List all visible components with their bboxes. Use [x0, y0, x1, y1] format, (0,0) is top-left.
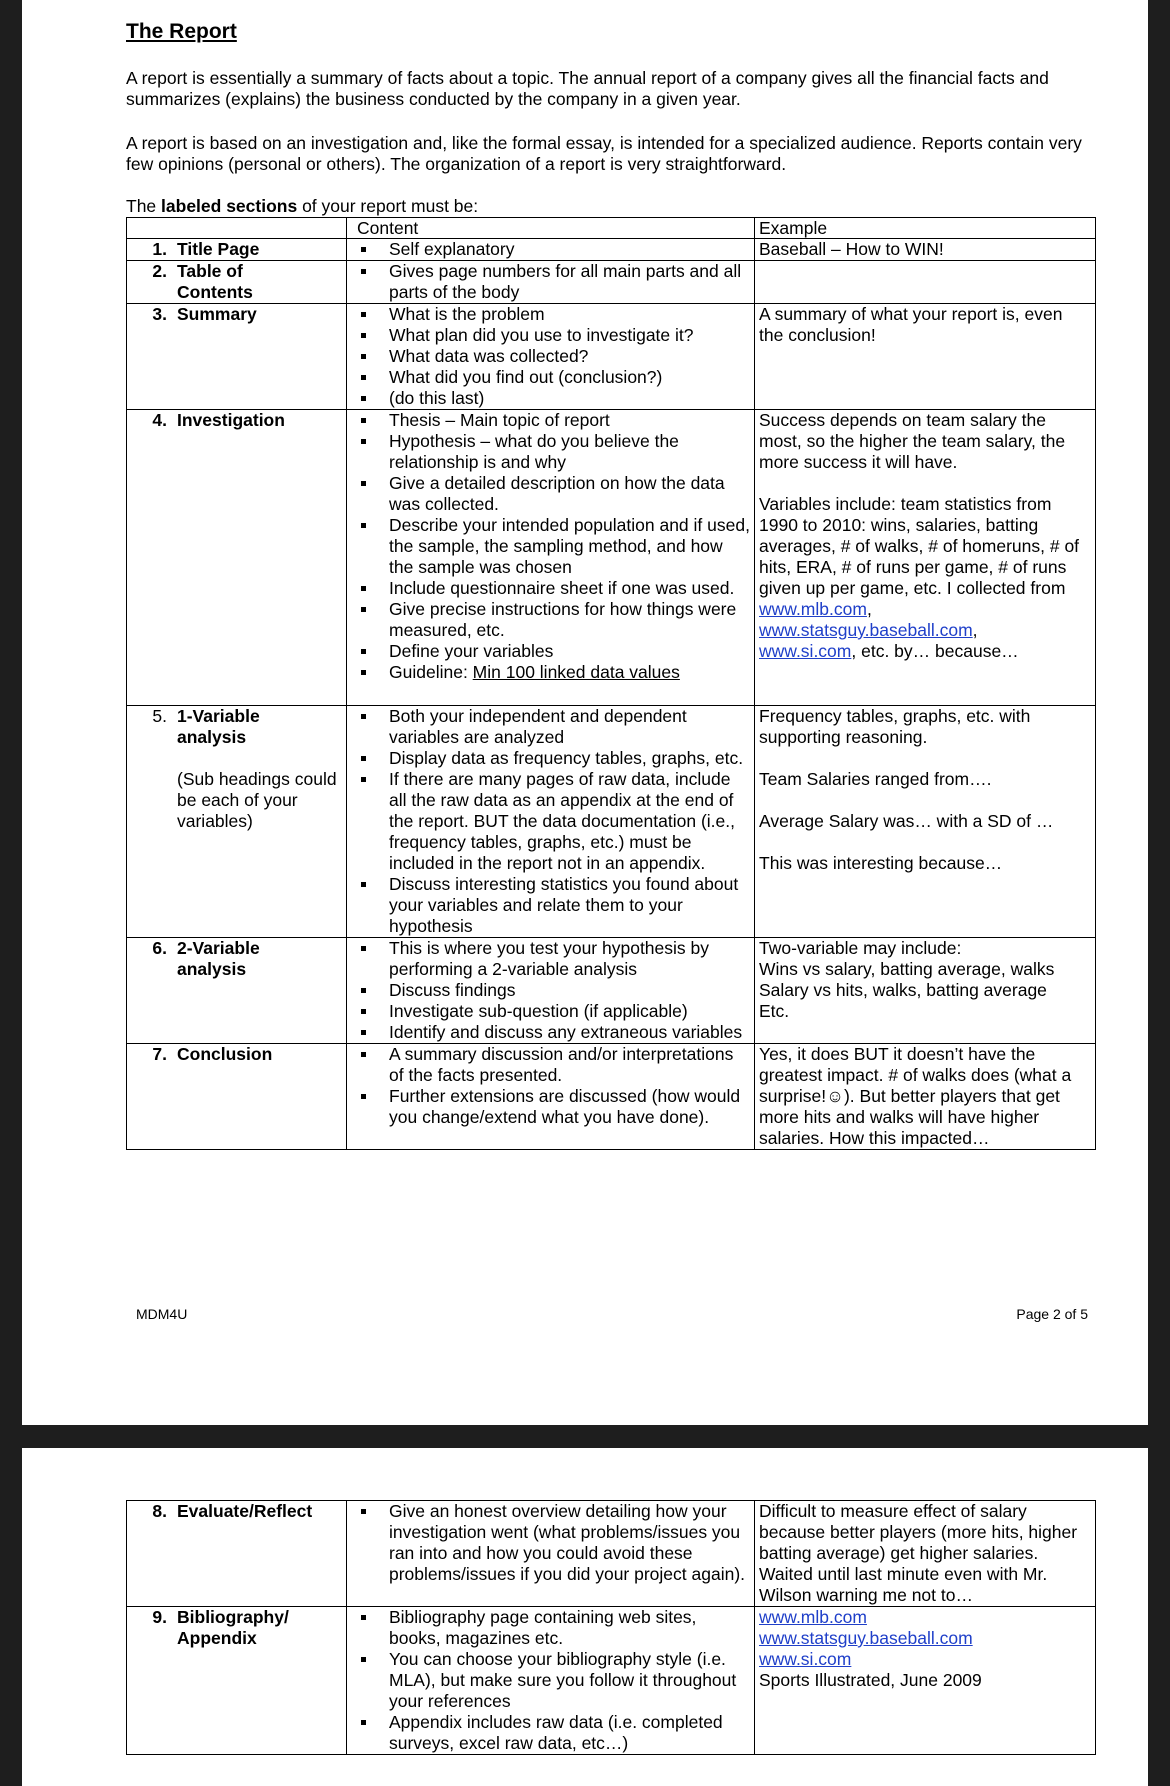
table-row: [127, 1501, 1096, 1607]
sections-label-prefix: The: [126, 196, 162, 216]
example-text: This was interesting because…: [759, 853, 1003, 873]
section-cell: [127, 261, 347, 304]
section-number: 2.: [152, 261, 167, 281]
content-bullet: If there are many pages of raw data, include all the raw data as an appendix at the end of the report. BUT the data documentation (i.e., frequency tables, graphs, etc.) must be included in the report not in an appendix.: [351, 769, 750, 874]
content-cell: [347, 304, 755, 410]
content-bullet: Include questionnaire sheet if one was used.: [351, 578, 750, 599]
section-number: 4.: [152, 410, 167, 430]
content-bullet: Define your variables: [351, 641, 750, 662]
content-bullet: Identify and discuss any extraneous variables: [351, 1022, 750, 1043]
sections-label-bold: labeled sections: [161, 196, 298, 216]
intro-paragraph-1: A report is essentially a summary of facts about a topic. The annual report of a company gives all the financial facts and summarizes (explains) the business conducted by the company in a given year.: [126, 68, 1049, 109]
table-row: [127, 304, 1096, 410]
section-subtitle: (Sub headings could be each of your variables): [177, 769, 337, 831]
content-bullet: Gives page numbers for all main parts and all parts of the body: [351, 261, 750, 303]
content-bullet: Describe your intended population and if used, the sample, the sampling method, and how the sample was chosen: [351, 515, 750, 578]
table-row: [127, 1044, 1096, 1150]
content-bullet: (do this last): [351, 388, 750, 409]
content-bullet: Discuss interesting statistics you found about your variables and relate them to your hypothesis: [351, 874, 750, 937]
link-statsguy[interactable]: www.statsguy.baseball.com: [759, 1628, 973, 1648]
example-tail: , etc. by… because…: [851, 641, 1019, 661]
content-bullet: Give a detailed description on how the data was collected.: [351, 473, 750, 515]
example-cell: [755, 706, 1096, 938]
content-bullet-guideline: [351, 662, 750, 683]
footer-page-number: Page 2 of 5: [1016, 1306, 1088, 1322]
section-title: Evaluate/Reflect: [177, 1501, 313, 1521]
table-row: [127, 706, 1096, 938]
example-cell: Success depends on team salary the most, so the higher the team salary, the more success it will have. Variables include: team statistics from 1990 to 2010: wins, salaries, batting averages, # of walks, # of homeruns, # of hits, ERA, # of runs per game, # of runs given up per game, etc. I collected from www.mlb.com, www.statsguy.baseball.com, www.si.com, etc. by… because…: [755, 410, 1096, 706]
example-text: Success depends on team salary the most, so the higher the team salary, the more success it will have.: [759, 410, 1066, 472]
guideline-prefix: Guideline:: [389, 662, 473, 682]
section-number: 7.: [152, 1044, 167, 1064]
content-cell: [347, 261, 755, 304]
example-text: Difficult to measure effect of salary because better players (more hits, higher batting average) get higher salaries.: [759, 1501, 1078, 1563]
section-number: 5.: [152, 706, 167, 726]
link-mlb[interactable]: www.mlb.com: [759, 599, 867, 619]
content-cell: [347, 1501, 755, 1607]
content-bullet: Hypothesis – what do you believe the relationship is and why: [351, 431, 750, 473]
content-cell: [347, 938, 755, 1044]
content-bullet: Give an honest overview detailing how your investigation went (what problems/issues you ran into and how you could avoid these problems/issues if you did your project again).: [351, 1501, 750, 1585]
example-text: Etc.: [759, 1001, 790, 1021]
header-example: Example: [755, 218, 1096, 239]
content-cell: [347, 706, 755, 938]
example-text: Average Salary was… with a SD of …: [759, 811, 1054, 831]
section-title: Table of Contents: [177, 261, 253, 302]
section-number: 1.: [152, 239, 167, 259]
table-row: [127, 261, 1096, 304]
content-bullet: Give precise instructions for how things were measured, etc.: [351, 599, 750, 641]
content-bullet: This is where you test your hypothesis by performing a 2-variable analysis: [351, 938, 750, 980]
section-number: 6.: [152, 938, 167, 958]
sections-table: [126, 217, 1096, 1150]
example-cell: [755, 261, 1096, 304]
example-text: Frequency tables, graphs, etc. with supporting reasoning.: [759, 706, 1031, 747]
content-cell: [347, 1607, 755, 1755]
section-title: 2-Variable analysis: [177, 938, 260, 979]
sections-label-suffix: of your report must be:: [297, 196, 479, 216]
example-cell: [755, 304, 1096, 410]
table-header-row: [127, 218, 1096, 239]
footer-course-code: MDM4U: [136, 1306, 188, 1322]
section-title: Investigation: [177, 410, 285, 430]
example-text: Waited until last minute even with Mr. Wilson warning me not to…: [759, 1564, 1048, 1605]
content-cell: [347, 410, 755, 706]
content-bullet: You can choose your bibliography style (i.e. MLA), but make sure you follow it throughout your references: [351, 1649, 750, 1712]
table-row: [127, 239, 1096, 261]
section-title: Conclusion: [177, 1044, 273, 1064]
example-text: Salary vs hits, walks, batting average: [759, 980, 1047, 1000]
section-cell: [127, 706, 347, 938]
content-bullet: Further extensions are discussed (how would you change/extend what you have done).: [351, 1086, 750, 1128]
example-text: Sports Illustrated, June 2009: [759, 1670, 982, 1690]
document-page-2: [22, 1448, 1148, 1786]
table-row: [127, 410, 1096, 706]
intro-paragraph-2: A report is based on an investigation and, like the formal essay, is intended for a specialized audience. Reports contain very few opinions (personal or others). The organization of a report is very straightforward.: [126, 133, 1082, 174]
link-si[interactable]: www.si.com: [759, 641, 852, 661]
example-cell: [755, 239, 1096, 261]
example-cell: [755, 1607, 1096, 1755]
content-bullet: Thesis – Main topic of report: [351, 410, 750, 431]
content-bullet: Appendix includes raw data (i.e. completed surveys, excel raw data, etc…): [351, 1712, 750, 1754]
example-text: Wins vs salary, batting average, walks: [759, 959, 1055, 979]
page-title: The Report: [126, 20, 237, 43]
sections-label: [126, 196, 478, 217]
link-si[interactable]: www.si.com: [759, 1649, 852, 1669]
example-cell: [755, 1501, 1096, 1607]
link-statsguy[interactable]: www.statsguy.baseball.com: [759, 620, 973, 640]
section-number: 9.: [152, 1607, 167, 1627]
section-title: Title Page: [177, 239, 260, 259]
sections-table-continued: [126, 1500, 1096, 1755]
content-bullet: Investigate sub-question (if applicable): [351, 1001, 750, 1022]
content-bullet: Discuss findings: [351, 980, 750, 1001]
example-text: Two-variable may include:: [759, 938, 962, 958]
content-bullet: A summary discussion and/or interpretations of the facts presented.: [351, 1044, 750, 1086]
section-cell: [127, 1501, 347, 1607]
section-title: Bibliography/ Appendix: [177, 1607, 289, 1648]
example-text: Team Salaries ranged from….: [759, 769, 992, 789]
content-bullet: Bibliography page containing web sites, books, magazines etc.: [351, 1607, 750, 1649]
header-content: Content: [347, 218, 755, 239]
guideline-underlined: Min 100 linked data values: [472, 662, 680, 682]
content-cell: [347, 239, 755, 261]
content-bullet: What did you find out (conclusion?): [351, 367, 750, 388]
section-cell: [127, 239, 347, 261]
content-bullet: Self explanatory: [351, 239, 750, 260]
document-page-1: [22, 0, 1148, 1425]
example-cell: [755, 938, 1096, 1044]
link-mlb[interactable]: www.mlb.com: [759, 1607, 867, 1627]
content-bullet: What is the problem: [351, 304, 750, 325]
section-cell: [127, 1044, 347, 1150]
example-text: Yes, it does BUT it doesn’t have the greatest impact. # of walks does (what a surprise!☺). But better players that get more hits and walks will have higher salaries. How this impacted…: [759, 1044, 1072, 1148]
section-cell: [127, 1607, 347, 1755]
example-text: A summary of what your report is, even the conclusion!: [759, 304, 1063, 345]
example-text: Baseball – How to WIN!: [759, 239, 944, 259]
content-bullet: Display data as frequency tables, graphs, etc.: [351, 748, 750, 769]
example-text: Variables include: team statistics from 1990 to 2010: wins, salaries, batting averages, # of walks, # of homeruns, # of hits, ERA, # of runs per game, # of runs given up per game, etc. I collected from: [759, 494, 1080, 598]
section-title: 1-Variable analysis: [177, 706, 260, 747]
content-bullet: Both your independent and dependent variables are analyzed: [351, 706, 750, 748]
section-number: 3.: [152, 304, 167, 324]
table-row: [127, 1607, 1096, 1755]
content-bullet: What plan did you use to investigate it?: [351, 325, 750, 346]
example-cell: [755, 1044, 1096, 1150]
content-cell: [347, 1044, 755, 1150]
header-blank: [127, 218, 347, 239]
content-bullet: What data was collected?: [351, 346, 750, 367]
section-number: 8.: [152, 1501, 167, 1521]
section-cell: [127, 938, 347, 1044]
section-cell: [127, 410, 347, 706]
section-title: Summary: [177, 304, 257, 324]
section-cell: [127, 304, 347, 410]
table-row: [127, 938, 1096, 1044]
